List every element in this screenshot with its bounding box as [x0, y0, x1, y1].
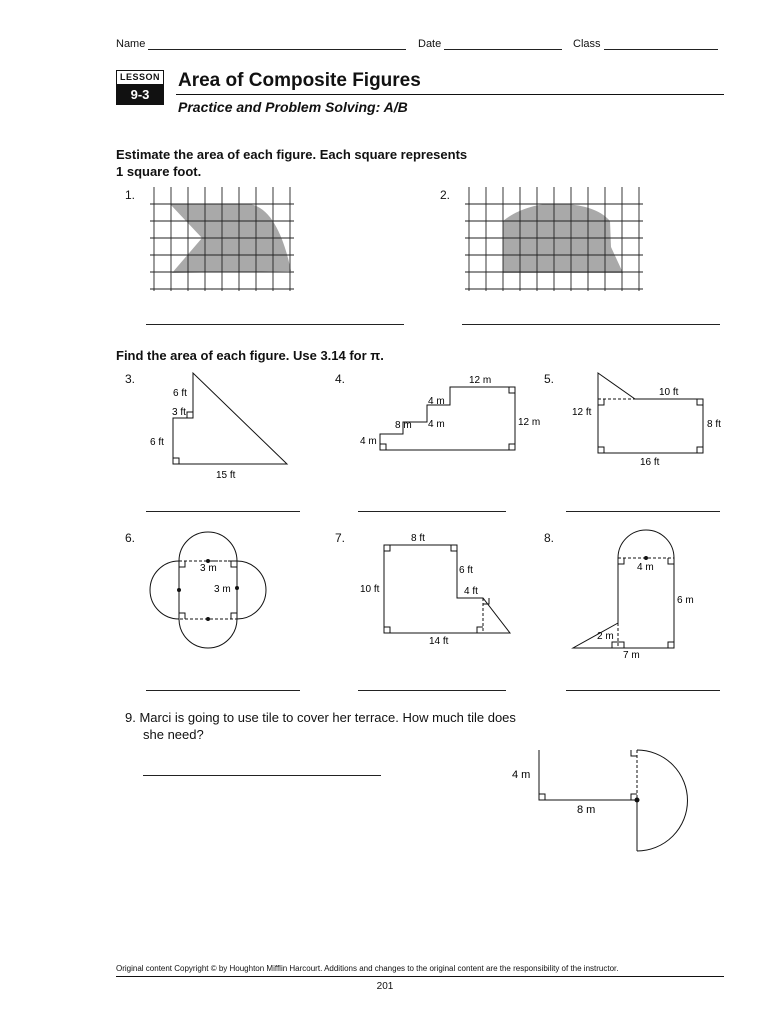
fig8-label-6m: 6 m — [677, 595, 694, 606]
figure-3 — [140, 368, 300, 483]
problem-9-number: 9. — [125, 710, 136, 725]
figure-2-gridlines — [465, 187, 643, 291]
figure-7 — [355, 530, 525, 648]
answer-line-9[interactable] — [143, 775, 381, 776]
problem-8-number: 8. — [544, 531, 555, 545]
lesson-badge — [116, 70, 164, 104]
figure-9 — [505, 745, 700, 855]
fig5-label-10ft: 10 ft — [659, 387, 679, 398]
page-title: Area of Composite Figures — [178, 70, 421, 91]
figure-5 — [565, 368, 730, 473]
fig7-label-8ft: 8 ft — [411, 533, 425, 544]
section1-instruction-line1: Estimate the area of each figure. Each square represents — [116, 147, 468, 162]
fig4-label-4m-left: 4 m — [360, 436, 377, 447]
answer-line-5[interactable] — [566, 511, 720, 512]
footer-rule — [116, 976, 724, 977]
fig6-label-3m-side: 3 m — [214, 584, 231, 595]
fig8-label-7m: 7 m — [623, 650, 640, 661]
problem-1-number: 1. — [125, 188, 136, 202]
figure-4 — [355, 370, 550, 460]
figure-2-grid — [465, 187, 645, 294]
class-blank[interactable] — [604, 38, 718, 50]
problem-9-text-line2: she need? — [143, 727, 204, 742]
class-label: Class — [573, 38, 601, 50]
fig4-label-4m-mid: 4 m — [428, 419, 445, 430]
fig4-label-12m-top: 12 m — [469, 375, 492, 386]
page-subtitle: Practice and Problem Solving: A/B — [178, 99, 408, 115]
fig5-label-16ft: 16 ft — [640, 457, 660, 468]
answer-line-3[interactable] — [146, 511, 300, 512]
fig9-label-4m: 4 m — [512, 769, 531, 781]
section2-instruction: Find the area of each figure. Use 3.14 for π. — [116, 348, 384, 363]
figure-1-grid — [150, 187, 295, 294]
page-number: 201 — [376, 981, 394, 992]
answer-line-4[interactable] — [358, 511, 506, 512]
fig3-label-15ft: 15 ft — [216, 470, 236, 481]
date-blank[interactable] — [444, 38, 562, 50]
problem-6-number: 6. — [125, 531, 136, 545]
fig8-label-2m: 2 m — [597, 631, 614, 642]
fig6-label-3m-top: 3 m — [200, 563, 217, 574]
lesson-number: 9-3 — [116, 85, 164, 105]
problem-2-number: 2. — [440, 188, 451, 202]
fig4-label-4m-step: 4 m — [428, 396, 445, 407]
fig7-label-6ft: 6 ft — [459, 565, 473, 576]
fig3-label-3ft: 3 ft — [172, 407, 186, 418]
class-field — [573, 38, 718, 50]
fig4-label-12m-side: 12 m — [518, 417, 541, 428]
fig7-label-14ft: 14 ft — [429, 636, 449, 647]
fig8-label-4m: 4 m — [637, 562, 654, 573]
figure-8 — [565, 524, 710, 664]
figure-6 — [145, 524, 270, 654]
fig7-label-10ft: 10 ft — [360, 584, 380, 595]
problem-5-number: 5. — [544, 372, 555, 386]
copyright-notice: Original content Copyright © by Houghton Mifflin Harcourt. Additions and changes to the original content are the responsibility of the instructor. — [116, 964, 619, 973]
problem-3-number: 3. — [125, 372, 136, 386]
answer-line-6[interactable] — [146, 690, 300, 691]
problem-9-text-line1 — [125, 710, 516, 725]
fig7-label-4ft: 4 ft — [464, 586, 478, 597]
answer-line-8[interactable] — [566, 690, 720, 691]
fig3-label-6ft-side: 6 ft — [150, 437, 164, 448]
fig9-label-8m: 8 m — [577, 804, 596, 816]
answer-line-2[interactable] — [462, 324, 720, 325]
problem-7-number: 7. — [335, 531, 346, 545]
title-rule — [176, 94, 724, 95]
fig5-label-8ft: 8 ft — [707, 419, 721, 430]
name-field — [116, 38, 406, 50]
section1-instruction-line2: 1 square foot. — [116, 164, 202, 179]
fig4-label-8m: 8 m — [395, 420, 412, 431]
fig5-label-12ft: 12 ft — [572, 407, 592, 418]
date-label: Date — [418, 38, 442, 50]
name-blank[interactable] — [148, 38, 406, 50]
answer-line-7[interactable] — [358, 690, 506, 691]
name-label: Name — [116, 38, 146, 50]
date-field — [418, 38, 562, 50]
answer-line-1[interactable] — [146, 324, 404, 325]
lesson-badge-label: LESSON — [116, 70, 164, 85]
problem-4-number: 4. — [335, 372, 346, 386]
fig3-label-6ft-top: 6 ft — [173, 388, 187, 399]
problem-9-question: Marci is going to use tile to cover her terrace. How much tile does — [139, 710, 516, 725]
